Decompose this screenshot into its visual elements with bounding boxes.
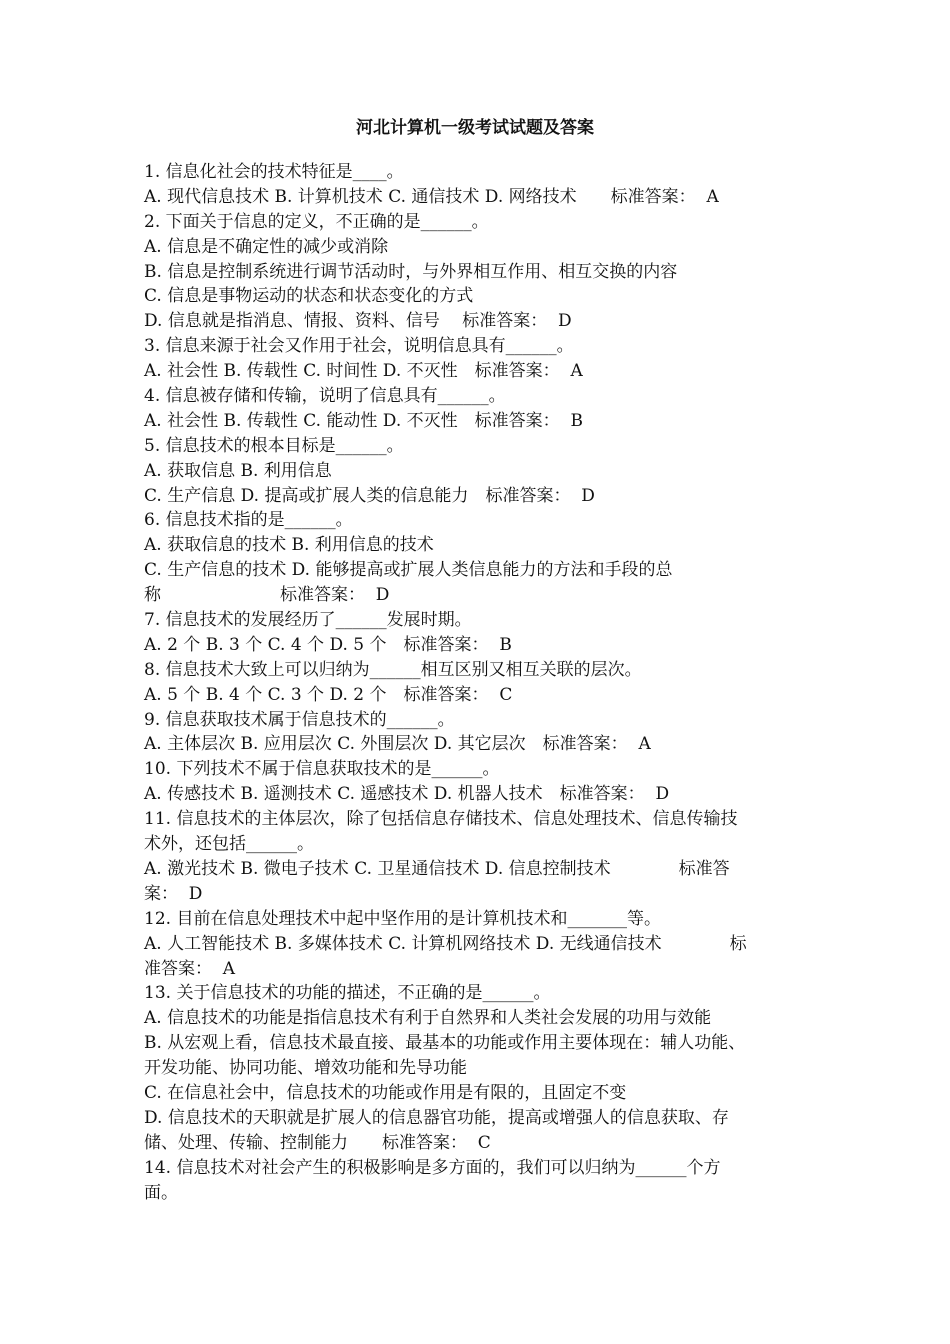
document-line: 称 标准答案： D	[144, 585, 390, 606]
document-line: 术外，还包括______。	[144, 834, 314, 855]
document-line: A. 信息是不确定性的减少或消除	[144, 236, 389, 257]
document-line: C. 在信息社会中，信息技术的功能或作用是有限的，且固定不变	[144, 1082, 627, 1103]
document-line: A. 获取信息的技术 B. 利用信息的技术	[144, 535, 434, 556]
document-line: B. 信息是控制系统进行调节活动时，与外界相互作用、相互交换的内容	[144, 261, 678, 282]
document-line: 2. 下面关于信息的定义，不正确的是______。	[144, 211, 489, 232]
document-line: D. 信息技术的天职就是扩展人的信息器官功能，提高或增强人的信息获取、存	[144, 1107, 729, 1128]
document-line: 储、处理、传输、控制能力 标准答案： C	[144, 1132, 491, 1153]
document-line: 11. 信息技术的主体层次，除了包括信息存储技术、信息处理技术、信息传输技	[144, 809, 738, 830]
document-line: 3. 信息来源于社会又作用于社会，说明信息具有______。	[144, 336, 574, 357]
document-line: C. 生产信息 D. 提高或扩展人类的信息能力 标准答案： D	[144, 485, 595, 506]
document-line: 5. 信息技术的根本目标是______。	[144, 435, 404, 456]
document-line: A. 激光技术 B. 微电子技术 C. 卫星通信技术 D. 信息控制技术 标准答	[144, 858, 730, 879]
document-line: A. 社会性 B. 传载性 C. 时间性 D. 不灭性 标准答案： A	[144, 361, 583, 382]
document-line: 开发功能、协同功能、增效功能和先导功能	[144, 1058, 467, 1079]
document-line: A. 现代信息技术 B. 计算机技术 C. 通信技术 D. 网络技术 标准答案： A	[144, 186, 719, 207]
document-title: 河北计算机一级考试试题及答案	[356, 118, 594, 138]
document-line: A. 人工智能技术 B. 多媒体技术 C. 计算机网络技术 D. 无线通信技术 标	[144, 933, 747, 954]
document-line: 6. 信息技术指的是______。	[144, 510, 353, 531]
document-line: 准答案： A	[144, 958, 236, 979]
document-line: B. 从宏观上看，信息技术最直接、最基本的功能或作用主要体现在：辅人功能、	[144, 1033, 746, 1054]
document-line: A. 信息技术的功能是指信息技术有利于自然界和人类社会发展的功用与效能	[144, 1008, 712, 1029]
document-line: 12. 目前在信息处理技术中起中坚作用的是计算机技术和_______等。	[144, 908, 661, 929]
document-line: A. 获取信息 B. 利用信息	[144, 460, 332, 481]
document-line: 14. 信息技术对社会产生的积极影响是多方面的，我们可以归纳为______个方	[144, 1157, 721, 1178]
document-body	[144, 160, 809, 1205]
document-line: A. 2 个 B. 3 个 C. 4 个 D. 5 个 标准答案： B	[144, 634, 512, 655]
document-line: 4. 信息被存储和传输，说明了信息具有______。	[144, 386, 506, 407]
document-line: A. 主体层次 B. 应用层次 C. 外围层次 D. 其它层次 标准答案： A	[144, 734, 651, 755]
document-line: 7. 信息技术的发展经历了______发展时期。	[144, 610, 472, 631]
document-line: 13. 关于信息技术的功能的描述，不正确的是______。	[144, 983, 551, 1004]
document-line: 9. 信息获取技术属于信息技术的______。	[144, 709, 455, 730]
document-line: A. 社会性 B. 传载性 C. 能动性 D. 不灭性 标准答案： B	[144, 410, 583, 431]
document-line: D. 信息就是指消息、情报、资料、信号 标准答案： D	[144, 311, 572, 332]
document-line: 8. 信息技术大致上可以归纳为______相互区别又相互关联的层次。	[144, 659, 642, 680]
document-line: 10. 下列技术不属于信息获取技术的是______。	[144, 759, 500, 780]
document-line: A. 传感技术 B. 遥测技术 C. 遥感技术 D. 机器人技术 标准答案： D	[144, 784, 670, 805]
document-line: 案： D	[144, 883, 203, 904]
document-line: A. 5 个 B. 4 个 C. 3 个 D. 2 个 标准答案： C	[144, 684, 513, 705]
document-line: 面。	[144, 1182, 178, 1203]
document-line: 1. 信息化社会的技术特征是____。	[144, 162, 404, 182]
document-line: C. 生产信息的技术 D. 能够提高或扩展人类信息能力的方法和手段的总	[144, 560, 673, 581]
document-line: C. 信息是事物运动的状态和状态变化的方式	[144, 286, 474, 307]
